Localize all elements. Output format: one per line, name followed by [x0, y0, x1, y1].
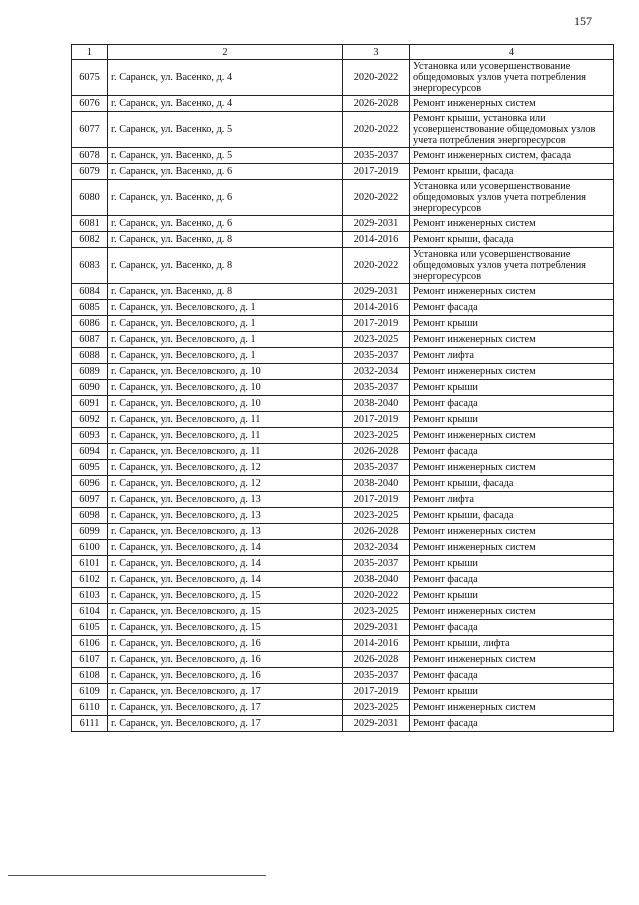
row-work-type: Ремонт крыши	[410, 588, 614, 604]
row-address: г. Саранск, ул. Васенко, д. 5	[108, 148, 343, 164]
row-address: г. Саранск, ул. Веселовского, д. 17	[108, 684, 343, 700]
table-row	[72, 492, 614, 508]
row-number: 6084	[72, 284, 108, 300]
table-row	[72, 556, 614, 572]
row-work-type: Ремонт крыши, фасада	[410, 232, 614, 248]
table-row	[72, 524, 614, 540]
row-address: г. Саранск, ул. Веселовского, д. 15	[108, 588, 343, 604]
row-address: г. Саранск, ул. Веселовского, д. 11	[108, 428, 343, 444]
row-period: 2035-2037	[343, 556, 410, 572]
footer-divider	[8, 875, 266, 876]
row-period: 2014-2016	[343, 232, 410, 248]
table-row	[72, 180, 614, 216]
row-address: г. Саранск, ул. Веселовского, д. 16	[108, 636, 343, 652]
row-address: г. Саранск, ул. Васенко, д. 6	[108, 216, 343, 232]
row-address: г. Саранск, ул. Веселовского, д. 17	[108, 716, 343, 732]
row-address: г. Саранск, ул. Васенко, д. 8	[108, 284, 343, 300]
row-period: 2020-2022	[343, 60, 410, 96]
row-work-type: Ремонт крыши	[410, 316, 614, 332]
row-number: 6101	[72, 556, 108, 572]
row-work-type: Ремонт инженерных систем	[410, 652, 614, 668]
row-number: 6080	[72, 180, 108, 216]
row-number: 6081	[72, 216, 108, 232]
table-row	[72, 112, 614, 148]
row-period: 2026-2028	[343, 444, 410, 460]
table-row	[72, 716, 614, 732]
row-number: 6077	[72, 112, 108, 148]
row-number: 6107	[72, 652, 108, 668]
table-body	[72, 60, 614, 732]
table-row	[72, 652, 614, 668]
row-address: г. Саранск, ул. Веселовского, д. 10	[108, 364, 343, 380]
row-period: 2020-2022	[343, 180, 410, 216]
row-period: 2035-2037	[343, 148, 410, 164]
row-work-type: Ремонт фасада	[410, 300, 614, 316]
table-row	[72, 588, 614, 604]
row-number: 6098	[72, 508, 108, 524]
row-number: 6075	[72, 60, 108, 96]
table-row	[72, 700, 614, 716]
row-period: 2023-2025	[343, 508, 410, 524]
row-work-type: Установка или усовершенствование общедомовых узлов учета потребления энергоресурсов	[410, 180, 614, 216]
row-period: 2029-2031	[343, 216, 410, 232]
row-address: г. Саранск, ул. Васенко, д. 5	[108, 112, 343, 148]
row-number: 6106	[72, 636, 108, 652]
row-number: 6095	[72, 460, 108, 476]
row-period: 2017-2019	[343, 684, 410, 700]
column-number-row	[72, 45, 614, 60]
row-period: 2023-2025	[343, 332, 410, 348]
row-number: 6100	[72, 540, 108, 556]
row-number: 6083	[72, 248, 108, 284]
row-number: 6087	[72, 332, 108, 348]
row-period: 2026-2028	[343, 524, 410, 540]
row-address: г. Саранск, ул. Веселовского, д. 14	[108, 540, 343, 556]
row-address: г. Саранск, ул. Васенко, д. 4	[108, 60, 343, 96]
row-work-type: Ремонт инженерных систем	[410, 96, 614, 112]
row-period: 2038-2040	[343, 476, 410, 492]
row-number: 6079	[72, 164, 108, 180]
row-number: 6099	[72, 524, 108, 540]
row-address: г. Саранск, ул. Веселовского, д. 1	[108, 348, 343, 364]
row-period: 2017-2019	[343, 164, 410, 180]
table-row	[72, 96, 614, 112]
row-period: 2029-2031	[343, 284, 410, 300]
table-row	[72, 572, 614, 588]
row-work-type: Ремонт лифта	[410, 348, 614, 364]
row-number: 6091	[72, 396, 108, 412]
row-period: 2029-2031	[343, 716, 410, 732]
table-row	[72, 396, 614, 412]
table-row	[72, 148, 614, 164]
row-work-type: Ремонт инженерных систем	[410, 428, 614, 444]
row-number: 6076	[72, 96, 108, 112]
row-address: г. Саранск, ул. Веселовского, д. 12	[108, 476, 343, 492]
row-address: г. Саранск, ул. Веселовского, д. 15	[108, 604, 343, 620]
row-address: г. Саранск, ул. Васенко, д. 8	[108, 232, 343, 248]
table-row	[72, 684, 614, 700]
table-row	[72, 668, 614, 684]
row-work-type: Установка или усовершенствование общедомовых узлов учета потребления энергоресурсов	[410, 60, 614, 96]
row-number: 6089	[72, 364, 108, 380]
row-address: г. Саранск, ул. Васенко, д. 4	[108, 96, 343, 112]
row-number: 6111	[72, 716, 108, 732]
row-period: 2029-2031	[343, 620, 410, 636]
row-number: 6082	[72, 232, 108, 248]
row-number: 6088	[72, 348, 108, 364]
row-number: 6096	[72, 476, 108, 492]
row-number: 6086	[72, 316, 108, 332]
row-address: г. Саранск, ул. Веселовского, д. 14	[108, 572, 343, 588]
column-header-4: 4	[410, 45, 614, 60]
table-row	[72, 540, 614, 556]
row-work-type: Ремонт фасада	[410, 668, 614, 684]
row-address: г. Саранск, ул. Веселовского, д. 1	[108, 316, 343, 332]
row-address: г. Саранск, ул. Васенко, д. 6	[108, 164, 343, 180]
row-address: г. Саранск, ул. Веселовского, д. 11	[108, 444, 343, 460]
row-work-type: Ремонт инженерных систем	[410, 460, 614, 476]
table-row	[72, 316, 614, 332]
row-period: 2020-2022	[343, 588, 410, 604]
row-work-type: Ремонт крыши	[410, 684, 614, 700]
table-row	[72, 284, 614, 300]
row-number: 6090	[72, 380, 108, 396]
row-work-type: Ремонт крыши, фасада	[410, 164, 614, 180]
table-row	[72, 444, 614, 460]
row-number: 6103	[72, 588, 108, 604]
row-work-type: Ремонт инженерных систем	[410, 540, 614, 556]
row-period: 2038-2040	[343, 572, 410, 588]
row-work-type: Ремонт инженерных систем	[410, 332, 614, 348]
column-header-1: 1	[72, 45, 108, 60]
row-work-type: Ремонт крыши	[410, 412, 614, 428]
row-period: 2023-2025	[343, 604, 410, 620]
row-work-type: Ремонт фасада	[410, 620, 614, 636]
table-row	[72, 348, 614, 364]
table-row	[72, 380, 614, 396]
row-address: г. Саранск, ул. Веселовского, д. 13	[108, 492, 343, 508]
row-work-type: Ремонт фасада	[410, 716, 614, 732]
table-row	[72, 428, 614, 444]
row-number: 6094	[72, 444, 108, 460]
row-work-type: Ремонт инженерных систем, фасада	[410, 148, 614, 164]
row-work-type: Ремонт инженерных систем	[410, 284, 614, 300]
row-address: г. Саранск, ул. Веселовского, д. 1	[108, 300, 343, 316]
row-period: 2035-2037	[343, 380, 410, 396]
repair-schedule-table	[71, 44, 614, 732]
row-work-type: Ремонт крыши, лифта	[410, 636, 614, 652]
table-row	[72, 604, 614, 620]
row-address: г. Саранск, ул. Веселовского, д. 16	[108, 668, 343, 684]
row-period: 2023-2025	[343, 428, 410, 444]
row-work-type: Ремонт инженерных систем	[410, 700, 614, 716]
column-header-3: 3	[343, 45, 410, 60]
row-number: 6097	[72, 492, 108, 508]
row-work-type: Ремонт крыши, фасада	[410, 476, 614, 492]
row-number: 6102	[72, 572, 108, 588]
row-period: 2038-2040	[343, 396, 410, 412]
row-address: г. Саранск, ул. Веселовского, д. 14	[108, 556, 343, 572]
table-row	[72, 232, 614, 248]
table-row	[72, 248, 614, 284]
row-work-type: Ремонт крыши	[410, 380, 614, 396]
row-number: 6092	[72, 412, 108, 428]
table-row	[72, 412, 614, 428]
table-row	[72, 508, 614, 524]
row-work-type: Ремонт крыши, установка или усовершенствование общедомовых узлов учета потребления энергоресурсов	[410, 112, 614, 148]
row-work-type: Ремонт крыши, фасада	[410, 508, 614, 524]
row-period: 2035-2037	[343, 348, 410, 364]
row-period: 2017-2019	[343, 316, 410, 332]
row-period: 2020-2022	[343, 248, 410, 284]
row-number: 6093	[72, 428, 108, 444]
row-work-type: Ремонт крыши	[410, 556, 614, 572]
table-row	[72, 460, 614, 476]
row-work-type: Ремонт инженерных систем	[410, 364, 614, 380]
table-row	[72, 476, 614, 492]
row-period: 2032-2034	[343, 540, 410, 556]
row-work-type: Ремонт фасада	[410, 572, 614, 588]
row-period: 2017-2019	[343, 492, 410, 508]
row-address: г. Саранск, ул. Веселовского, д. 16	[108, 652, 343, 668]
row-number: 6108	[72, 668, 108, 684]
row-address: г. Саранск, ул. Веселовского, д. 11	[108, 412, 343, 428]
row-address: г. Саранск, ул. Веселовского, д. 13	[108, 508, 343, 524]
row-work-type: Установка или усовершенствование общедомовых узлов учета потребления энергоресурсов	[410, 248, 614, 284]
page-number: 157	[574, 14, 592, 28]
row-number: 6110	[72, 700, 108, 716]
row-address: г. Саранск, ул. Веселовского, д. 1	[108, 332, 343, 348]
row-work-type: Ремонт лифта	[410, 492, 614, 508]
row-address: г. Саранск, ул. Веселовского, д. 10	[108, 396, 343, 412]
row-period: 2026-2028	[343, 96, 410, 112]
table-row	[72, 216, 614, 232]
row-address: г. Саранск, ул. Веселовского, д. 15	[108, 620, 343, 636]
row-work-type: Ремонт инженерных систем	[410, 524, 614, 540]
table-row	[72, 364, 614, 380]
row-period: 2035-2037	[343, 460, 410, 476]
row-period: 2020-2022	[343, 112, 410, 148]
row-work-type: Ремонт фасада	[410, 396, 614, 412]
row-address: г. Саранск, ул. Веселовского, д. 17	[108, 700, 343, 716]
row-period: 2014-2016	[343, 636, 410, 652]
row-address: г. Саранск, ул. Веселовского, д. 12	[108, 460, 343, 476]
row-address: г. Саранск, ул. Васенко, д. 6	[108, 180, 343, 216]
row-number: 6104	[72, 604, 108, 620]
table-row	[72, 332, 614, 348]
row-work-type: Ремонт инженерных систем	[410, 216, 614, 232]
row-number: 6078	[72, 148, 108, 164]
row-number: 6085	[72, 300, 108, 316]
table-row	[72, 60, 614, 96]
row-period: 2014-2016	[343, 300, 410, 316]
row-work-type: Ремонт фасада	[410, 444, 614, 460]
row-address: г. Саранск, ул. Веселовского, д. 13	[108, 524, 343, 540]
row-address: г. Саранск, ул. Васенко, д. 8	[108, 248, 343, 284]
row-period: 2023-2025	[343, 700, 410, 716]
table-row	[72, 164, 614, 180]
table-row	[72, 620, 614, 636]
row-period: 2032-2034	[343, 364, 410, 380]
row-period: 2035-2037	[343, 668, 410, 684]
row-address: г. Саранск, ул. Веселовского, д. 10	[108, 380, 343, 396]
table-row	[72, 636, 614, 652]
column-header-2: 2	[108, 45, 343, 60]
row-period: 2017-2019	[343, 412, 410, 428]
table-row	[72, 300, 614, 316]
row-work-type: Ремонт инженерных систем	[410, 604, 614, 620]
row-number: 6105	[72, 620, 108, 636]
row-period: 2026-2028	[343, 652, 410, 668]
row-number: 6109	[72, 684, 108, 700]
